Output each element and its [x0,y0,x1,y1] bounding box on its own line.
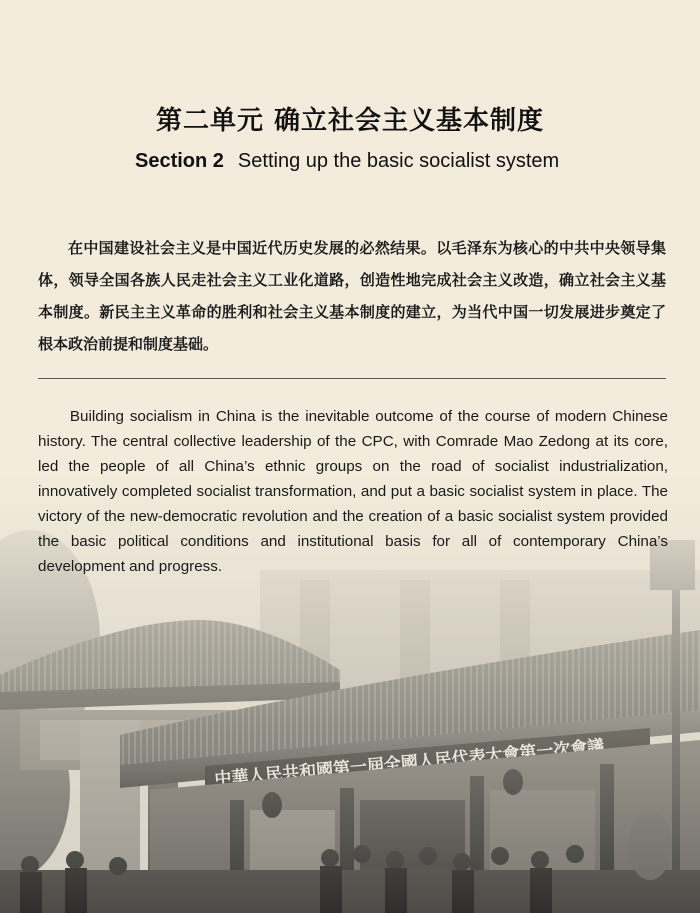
unit-title-cn: 第二单元 确立社会主义基本制度 [155,106,545,136]
section-title-en: Setting up the basic socialist system [237,150,560,172]
section-number: Section 2 [135,150,224,172]
intro-paragraph-cn: 在中国建设社会主义是中国近代历史发展的必然结果。以毛泽东为核心的中共中央领导集体，领导全国各族人民走社会主义工业化道路，创造性地完成社会主义改造，确立社会主义基本制度。新民主主义革命的胜利和社会主义基本制度的建立，为当代中国一切发展进步奠定了根本政治前提和制度基础。 [38,239,666,353]
intro-paragraph-en: Building socialism in China is the inevitable outcome of the course of modern Chinese history. The central collective leadership of the CPC, with Comrade Mao Zedong at its core, led the people of all China’s ethnic groups on the road of socialist industrialization, innovatively completed socialist transformation, and put a basic socialist system in place. The victory of the new-democratic revolution and the creation of a basic socialist system provided the basic political conditions and institutional basis for all of contemporary China’s development and progress. [38,408,668,575]
section-heading [135,150,559,173]
divider-line [38,378,666,379]
